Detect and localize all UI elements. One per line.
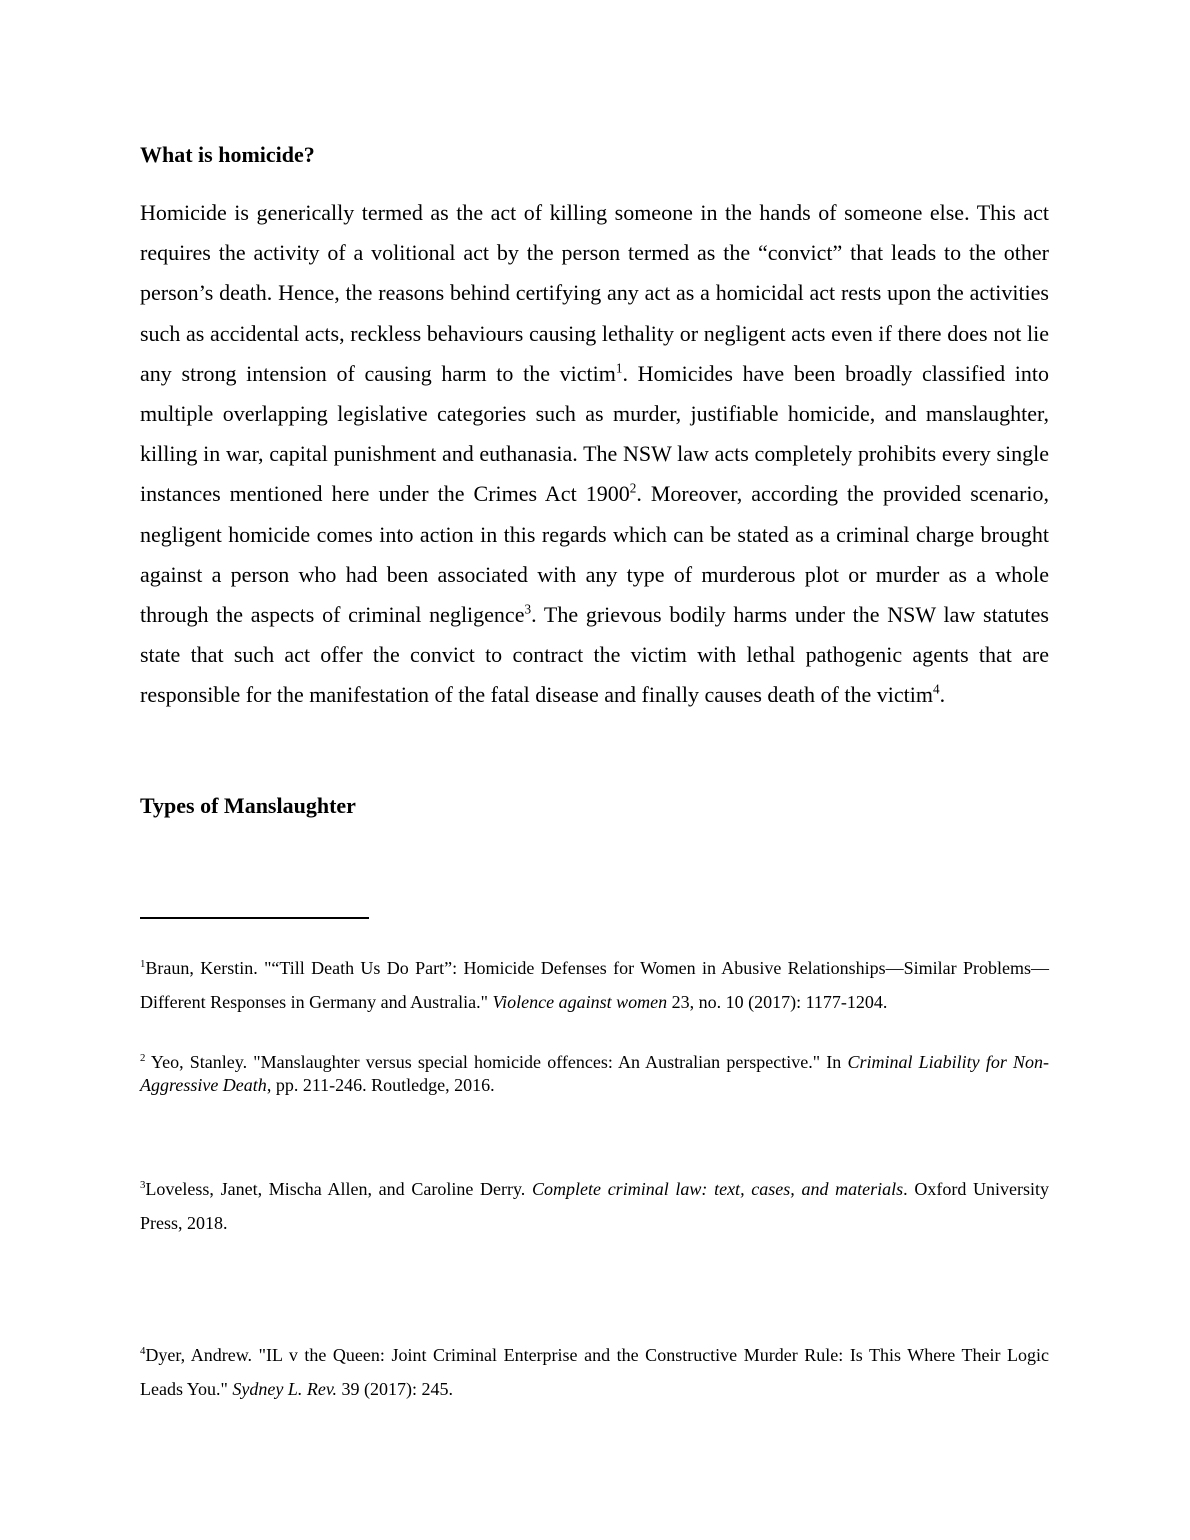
footnote-tail: 39 (2017): 245. xyxy=(336,1379,453,1399)
heading-types-of-manslaughter: Types of Manslaughter xyxy=(140,793,356,818)
footnote-number: 2 xyxy=(140,1052,146,1064)
paragraph-sentence-3: . Moreover, according the provided scenario, negligent homicide comes into action in this regards which can be stated as a criminal charge brought against a person who had been associated with any type of murderous plot or murder as a whole through the aspects of criminal negligence xyxy=(140,481,1050,628)
heading-what-is-homicide: What is homicide? xyxy=(140,142,315,167)
footnote-1 xyxy=(140,951,1049,1019)
footnote-source-title: Violence against women xyxy=(492,992,668,1012)
paragraph-sentence-2: . Homicides have been broadly classified into multiple overlapping legislative categories such as murder, justifiable homicide, and manslaughter, killing in war, capital punishment and euthanasia. The NSW law acts completely prohibits every single instances mentioned here under the Crimes Act 1900 xyxy=(140,360,1049,507)
paragraph-sentence-4: . The grievous bodily harms under the NSW law statutes state that such act offer the convict to contract the victim with lethal pathogenic agents that are responsible for the manifestation of the fatal disease and finally causes death of the victim xyxy=(140,602,1049,708)
footnote-3 xyxy=(140,1172,1049,1240)
footnote-ref-1: 1 xyxy=(615,360,623,376)
footnote-source-title: Criminal Liability for Non-Aggressive Death xyxy=(140,1052,1049,1095)
paragraph-end: . xyxy=(939,682,946,708)
footnote-separator xyxy=(140,917,369,919)
footnote-number: 4 xyxy=(140,1345,146,1357)
paragraph-sentence-1: Homicide is generically termed as the act of killing someone in the hands of someone else. This act requires the activity of a volitional act by the person termed as the “convict” that leads to the other person’s death. Hence, the reasons behind certifying any act as a homicidal act rests upon the activities such as accidental acts, reckless behaviours causing lethality or negligent acts even if there does not lie any strong intension of causing harm to the victim xyxy=(140,200,1049,386)
footnote-text: Loveless, Janet, Mischa Allen, and Caroline Derry. xyxy=(145,1179,533,1199)
footnote-tail: , pp. 211-246. Routledge, 2016. xyxy=(266,1075,495,1095)
footnote-ref-4: 4 xyxy=(932,682,940,698)
footnote-text: Braun, Kerstin. "“Till Death Us Do Part”: Homicide Defenses for Women in Abusive Relationships—Similar Problems—Different Responses in Germany and Australia." xyxy=(140,958,1049,1012)
body-paragraph xyxy=(140,193,1049,716)
footnote-text: Dyer, Andrew. "IL v the Queen: Joint Criminal Enterprise and the Constructive Murder Rule: Is This Where Their Logic Leads You." xyxy=(140,1345,1049,1399)
footnote-tail: . Oxford University Press, 2018. xyxy=(140,1179,1050,1233)
footnote-2 xyxy=(140,1051,1049,1097)
footnote-text: Yeo, Stanley. "Manslaughter versus special homicide offences: An Australian perspective." In xyxy=(145,1052,848,1072)
footnote-4 xyxy=(140,1338,1049,1406)
footnote-ref-2: 2 xyxy=(629,481,637,497)
footnote-tail: 23, no. 10 (2017): 1177-1204. xyxy=(667,992,888,1012)
footnote-source-title: Sydney L. Rev. xyxy=(232,1379,337,1399)
footnote-number: 3 xyxy=(140,1179,146,1191)
footnote-number: 1 xyxy=(140,958,146,970)
footnote-source-title: Complete criminal law: text, cases, and materials xyxy=(532,1179,904,1199)
footnote-ref-3: 3 xyxy=(524,601,532,617)
